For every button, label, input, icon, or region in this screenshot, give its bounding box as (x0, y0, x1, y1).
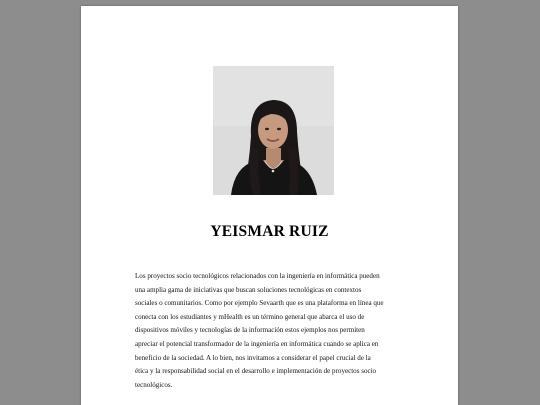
paragraph-line: apreciar el potencial transformador de la ingeniería en informática cuando se aplica en (135, 339, 379, 348)
profile-photo (213, 66, 334, 195)
paragraph-line: Los proyectos socio tecnológicos relacionados con la ingeniería en informática pueden (135, 272, 380, 280)
paragraph-line: tecnológicos. (135, 380, 173, 389)
body-paragraph (135, 270, 407, 392)
person-name-heading: YEISMAR RUIZ (210, 223, 329, 240)
paragraph-line: sociales o comunitarios. Como por ejemplo Sevaarth que es una plataforma en línea que (135, 299, 384, 308)
paragraph-line: dispositivos móviles y tecnologías de la información estos ejemplos nos permiten (135, 326, 365, 335)
paragraph-line: beneficio de la sociedad. A lo bien, nos invitamos a considerar el papel crucial de la (135, 353, 371, 362)
paragraph-line: una amplia gama de iniciativas que buscan soluciones tecnológicas en contextos (135, 285, 362, 294)
paragraph-line: conecta con los estudiantes y mHealth es un término general que abarca el uso de (135, 312, 365, 321)
document-page (81, 6, 458, 405)
paragraph-line: ética y la responsabilidad social en el desarrollo e implementación de proyectos socio (135, 367, 377, 376)
